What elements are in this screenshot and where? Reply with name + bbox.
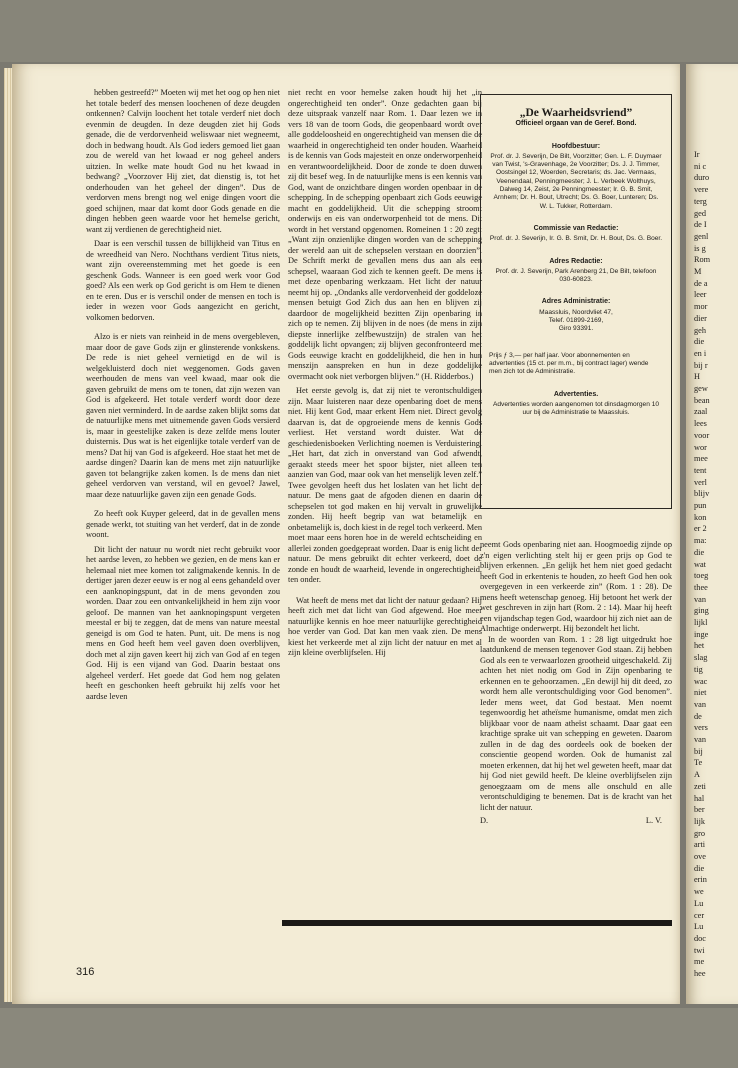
next-page-text-fragment: lijkl	[694, 618, 708, 627]
next-page-text-fragment: het	[694, 641, 705, 651]
next-page-text-fragment: ma:	[694, 536, 707, 546]
next-page-text-fragment: Ir	[694, 150, 700, 159]
paragraph: Daar is een verschil tussen de billijkheid van Titus en de wreedheid van Nero. Nochthans verdient Titus niets, want zijn overeenstemming met het goede is een geschenk Gods. Wanneer is een goed werk voor God goed? Als een werk op God gericht is om Hem te dienen en te eren. Dus er is verschil onder de mensen en toch is ieder in wezen voor Gods aangezicht en gericht, volkomen bedorven.	[86, 239, 280, 322]
section-text: Prof. dr. J. Severijn, De Bilt, Voorzitter; Gen. L. F. Duymaer van Twist, 's-Gravenhage, 2e Voorzitter; Ds. J. J. Timmer, Oostsingel 12, Woerden, Secretaris; ds. Jac. Vermaas, Veenendaal, Penningmeester; J. L. Verbeek Wolthuys, Dalweg 14, Zeist, 2e Penningmeester; Ir. G. B. Smit, Arnhem; Dr. H. Bout, Utrecht; Ds. G. Boer, Lunteren; Ds. W. L. Tukker, Rotterdam.	[490, 152, 662, 210]
next-page-text-fragment: ber	[694, 805, 705, 815]
next-page-text-fragment: niet	[694, 688, 707, 698]
next-page-text-fragment: arti	[694, 840, 706, 850]
next-page-text-fragment: die	[694, 547, 705, 557]
signature-left: D.	[480, 816, 489, 825]
next-page-text-fragment: geh	[694, 325, 706, 335]
next-page-text-fragment: vere	[694, 185, 709, 195]
next-page-text-fragment: blijv	[694, 489, 710, 499]
next-page-text-fragment: die	[694, 337, 705, 347]
paragraph: In de woorden van Rom. 1 : 28 ligt uitgedrukt hoe laatdunkend de mensen tegenover God staan. Zij hebben God als een te verwaarlozen grootheid uitgeschakeld. Zij achten het niet nodig om God in Zijn openbaring te erkennen en te gehoorzamen. „En dewijl hij dit deed, zo wordt hem alle verontschuldiging voor God benomen”. Ieder mens weet, dat God bestaat. Men noemt tegenwoordig het atheïsme humanisme, omdat men zich blijkbaar voor de naam atheïst schaamt. Daar gaat een krachtige sprake uit van schepping en geweten. Daarom zullen in de dag des oordeels ook de boeken der conscientie geopend worden. Ook de humanist zal moeten erkennen, dat hij het wel geweten heeft, maar dat hij God niet gewild heeft. De kleine overblijfselen zijn genoegzaam om de mens alle onschuld en alle verontschuldiging te benemen. Dat is de kracht van het licht der natuur.	[480, 634, 672, 812]
next-page-text-fragment: bij	[694, 746, 703, 756]
ads-heading: Advertenties.	[553, 390, 599, 398]
bottom-rule	[282, 920, 672, 926]
next-page-text-fragment: die	[694, 863, 705, 873]
paragraph: neemt Gods openbaring niet aan. Hoogmoedig zijnde op z'n eigen verlichting stelt hij er geen prijs op God te blijven erkennen. „En gelijk het hem niet goed gedacht heeft God in erkentenis te houden, zo heeft God hen ook overgegeven in een verkeerde zin” (Rom. 1 : 28). De mens heeft wetenschap genoeg. Hij betoont het werk der wet geschreven in zijn hart (Rom. 2 : 14). Maar hij heeft een vijandschap tegen God, waardoor hij zich niet aan de Almachtige onderwerpt. Hij bezondelt het licht.	[480, 540, 672, 633]
next-page-text-fragment: Te	[694, 758, 703, 768]
next-page-text-fragment: terg	[694, 196, 707, 206]
next-page-text-fragment: verl	[694, 477, 707, 487]
next-page-text-fragment: slag	[694, 653, 708, 663]
next-page-text-fragment: de I	[694, 220, 707, 230]
next-page-text-fragment: gro	[694, 828, 706, 838]
text-column-2	[288, 88, 482, 659]
next-page-text-fragment: tig	[694, 664, 703, 674]
masthead-subtitle: Officieel orgaan van de Geref. Bond.	[515, 120, 637, 128]
paragraph: niet recht en voor hemelse zaken houdt hij het „in ongerechtigheid ten onder”. Onze gedachten gaan bij deze uitspraak vanzelf naar Rom. 1. Daar lezen we in vers 18 van de toorn Gods, die geopenbaard wordt over alle goddeloosheid en ongerechtigheid van mensen die de waarheid in ongerechtigheid ten onder houden. Waarheid is de kennis van Gods majesteit en onze onderworpenheid en verantwoordelijkheid. Door de zonde te doen duwen zij dit besef weg. In de natuurlijke mens is een kennis van God, want de onzichtbare dingen worden openbaar in de schepping. In de schepping openbaart zich Gods eeuwige macht en goddelijkheid. Uit die schepping stroomt onderwijs en eis van onderworpenheid tot de mens. Dit wordt in het verstand opgenomen. Romeinen 1 : 20 zegt: „Want zijn onzienlijke dingen worden van de schepping der wereld aan uit de schepselen verstaan en doorzien”. De Schrift merkt de gevallen mens dus aan als een schepsel, waaraan God zich te kennen geeft. De mens is met deze openbaring werkzaam. Het licht der natuur neemt hij op. „Ondanks alle verdorvenheid der goddeloze mensen betuigt God Zich dus aan hen en blijven zij daardoor de mogelijkheid bezitten Zijn openbaring in zich op te nemen. Zij blijven in de noes (de mens in zijn diepste innerlijke zelfbewustzijn) de stralen van het goddelijk licht opvangen; zij blijven geconfronteerd met Gods eeuwige kracht en goddelijkheid, die hen in hun menszijn aanspreken en hun in deze goddelijke overmacht ook niet verborgen blijven.” (H. Ridderbos.)	[288, 88, 482, 381]
next-page-text-fragment: kon	[694, 512, 707, 522]
next-page-text-fragment: mee	[694, 454, 708, 464]
section-heading: Commissie van Redactie:	[533, 224, 619, 232]
next-page-text-fragment: tent	[694, 465, 707, 475]
next-page-text-fragment: doc	[694, 933, 706, 943]
next-page-text-fragment: genl	[694, 231, 709, 241]
section-heading: Hoofdbestuur:	[551, 142, 601, 150]
next-page-text-fragment: van	[694, 735, 706, 744]
next-page-edge	[686, 64, 738, 1004]
next-page-text-fragment: lees	[694, 419, 707, 429]
paragraph: Alzo is er niets van reinheid in de mens overgebleven, maar door de gave Gods zijn er glinsterende vonkskens. De rede is niet geheel vernietigd en de wil is welgekluisterd doch niet weggenomen. Gods gaven weerhouden de mens van veel kwaad, maar ook die gaven gebruikt de mens om te tonen, dat zijn wezen van God is afgekeerd. Het totale verderf wordt door deze gaven niet verminderd. In de aardse zaken blijkt soms dat de natuurlijke mens met uitnemende gaven Gods versierd is, maar in geestelijke zaken is deze zelfde mens louter duisternis. Dus wat is het eigenlijke totale verderf van de mens? Dat hij van God is afgekeerd. Hoe staat het met de aardse dingen? Daarin kan de mens met zijn natuurlijke gaven tot belangrijke zaken komen. Is de mens dan niet geheel verdorven van verstand, wil en gevoel? Jawel, maar deze natuurlijke gaven zijn een genade Gods.	[86, 332, 280, 499]
next-page-text-fragment: de	[694, 711, 702, 721]
next-page-text-fragment: voor	[694, 430, 710, 440]
section-text: Maassluis, Noordvliet 47, Telef. 01899-2169, Giro 93391.	[539, 308, 613, 333]
next-page-text-fragment: ged	[694, 208, 706, 218]
next-page-text-fragment: mor	[694, 302, 708, 312]
next-page-text-fragment: bean	[694, 395, 710, 405]
paragraph: Wat heeft de mens met dat licht der natuur gedaan? Hij heeft zich met dat licht van God afgewend. Hoe meer natuurlijke kennis en hoe meer natuurlijke gerechtigheid hoe verder van God. Dat kan men vaak zien. De mens kiest het verkeerde met al zijn licht der natuur en met al zijn kleine overblijfselen. Hij	[288, 595, 482, 657]
section-heading: Adres Redactie:	[549, 257, 603, 265]
paragraph: Het eerste gevolg is, dat zij niet te verontschuldigen zijn. Maar luisteren naar deze openbaring doet de mens niet. Hij kent God, maar erkent Hem niet. Direct gevolg daarvan is, dat de opgroeiende mens de kennis Gods verliest. Het verstand wordt duister. Wat de geschiedenisboeken Verlichting noemen is Verduistering. „Het hart, dat zich in onverstand van God afwendt, geraakt steeds meer het spoor bijster, niet alleen ten aanzien van God, maar ook van het menselijk leven zelf.” Twee gevolgen heeft dus het loslaten van het licht der natuur. De mens gaat de afgoden dienen en daarin de schepselen tot god maken en hij vervalt in gruwelijke zonden. Hij heeft begrip van wat betamelijk en onbetamelijk is, doch kiest in de regel toch verkeerd. Men moet maar eens horen hoe in de wereld echtscheiding en allerlei zonden goedgepraat worden. Daar is enig licht der natuur. De mens gebruikt dit echter verkeerd, doet de zonde en houdt de waarheid, levende in ongerechtigheid, ten onder.	[288, 386, 482, 584]
next-page-text-fragment: ove	[694, 852, 706, 861]
next-page-text-fragment: vers	[694, 723, 708, 733]
paragraph: Zo heeft ook Kuyper geleerd, dat in de gevallen mens genade werkt, tot stuiting van het verderf, dat in de zonde woont.	[86, 509, 280, 539]
next-page-text-fragment: me	[694, 957, 705, 967]
next-page-text-fragment: dier	[694, 313, 707, 323]
paragraph: Dit licht der natuur nu wordt niet recht gebruikt voor het aardse leven, zo hebben we gezien, en de mens kan er helemaal niet mee komen tot zaligmakende kennis. In de dertiger jaren dezer eeuw is er nog al eens gehandeld over een aanknopingspunt, dat in de mens gevonden zou worden. Daar zou een ontvankelijkheid in hem zijn voor geloof. De mannen van het aanknopingspunt vergeten meestal er bij te zeggen, dat de mens van nature meestal geneigd is om God te haten. Punt, uit. De mens is nog mens en God heeft hem veel gaven doen overblijven, doch met al zijn gaven keert hij zich van God af en tegen God. Hij is een vijand van God. Daarin bestaat ons algeheel verderf. Het goede dat God hem nog gelaten heeft en geschonken heeft gebruikt hij zelfs voor het aardse leven	[86, 544, 280, 701]
next-page-text-fragment: en i	[694, 348, 707, 358]
next-page-text-fragment: toeg	[694, 571, 709, 581]
signature-row	[480, 816, 672, 827]
next-page-text-fragment: we	[694, 887, 704, 897]
next-page-text-fragment: pun	[694, 501, 707, 510]
next-page-text-fragment: is g	[694, 243, 706, 253]
next-page-text-fragment: Rom	[694, 255, 711, 265]
next-page-text-fragment: de a	[694, 278, 708, 288]
section-heading: Adres Administratie:	[541, 298, 611, 306]
next-page-text-fragment: duro	[694, 173, 710, 183]
paragraph: hebben gestreefd?” Moeten wij met het oog op hen niet het totale bederf des mensen loochenen of deze deugden ontkennen? Calvijn loochent het totale verderf niet doch evenmin de deugden. In deze deugden ziet hij Gods genade, die de verdorvenheid weliswaar niet wegneemt, doch in bedwang houdt. Als God ieders gemoed liet gaan zou de wereld van het kwaad er nog geheel anders uitzien. In welke mate houdt God nu het kwaad in bedwang? „Voorzover Hij ziet, dat dienstig is, tot het onderhouden van het geheel der dingen”. Dus de verdorven mens brengt nog wel enige dingen voort die goed schijnen, maar dat komt door Gods genade en die dingen hebben geen waarde voor het hemelse gericht, want zij verdienen de gerechtigheid niet.	[86, 88, 280, 234]
text-column-3	[480, 540, 672, 827]
next-page-text-fragment: H	[694, 372, 700, 382]
masthead-title: „De Waarheidsvriend”	[519, 107, 633, 119]
ads-text: Advertenties worden aangenomen tot dinsdagmorgen 10 uur bij de Administratie te Maassluis.	[492, 400, 660, 417]
signature-right: L. V.	[645, 816, 662, 825]
next-page-text-fragment: bij r	[694, 360, 708, 370]
next-page-text-fragment: erin	[694, 875, 707, 885]
next-page-text-fragment: wat	[694, 559, 706, 569]
scan-background-top	[0, 0, 738, 62]
scan-background-bottom	[0, 1008, 738, 1068]
next-page-text-fragment: leer	[694, 290, 707, 300]
next-page-text-fragment: ni c	[694, 161, 707, 171]
next-page-text-fragment: van	[694, 699, 706, 709]
masthead-box	[480, 94, 672, 509]
next-page-text-fragment: wor	[694, 442, 707, 452]
page-number: 316	[76, 966, 95, 978]
text-column-1	[86, 88, 280, 702]
next-page-text-fragment: Lu	[694, 922, 704, 932]
next-page-text-fragment: gew	[694, 384, 708, 393]
next-page-text-fragment: twi	[694, 945, 705, 955]
next-page-text-fragment: thee	[694, 582, 708, 592]
next-page-text-fragment: Lu	[694, 898, 704, 908]
price-note: Prijs ƒ 3,— per half jaar. Voor abonnementen en advertenties (15 ct. per m.m., bij contract lager) wende men zich tot de Administratie.	[489, 351, 649, 376]
next-page-text-fragment: A	[694, 770, 700, 780]
next-page-text-fragment: lijk	[694, 816, 706, 826]
next-page-text-fragment: zaal	[694, 407, 708, 417]
next-page-text-fragment: M	[694, 267, 702, 276]
next-page-text-fragment: hee	[694, 969, 706, 978]
section-text: Prof. dr. J. Severijn, Park Arenberg 21, De Bilt, telefoon 030-60823.	[495, 267, 657, 284]
next-page-text-fragment: inge	[694, 629, 709, 639]
section-text: Prof. dr. J. Severijn, Ir. G. B. Smit, Dr. H. Bout, Ds. G. Boer.	[489, 235, 663, 243]
next-page-text-fragment: ging	[694, 606, 709, 616]
next-page-text-fragment: zeti	[694, 781, 706, 791]
next-page-text-fragment: cer	[694, 910, 705, 920]
next-page-text-fragment: hal	[694, 793, 705, 803]
next-page-text-fragment: er 2	[694, 524, 707, 534]
next-page-text-fragment: wac	[694, 676, 708, 686]
next-page-text-fragment: van	[694, 594, 706, 604]
